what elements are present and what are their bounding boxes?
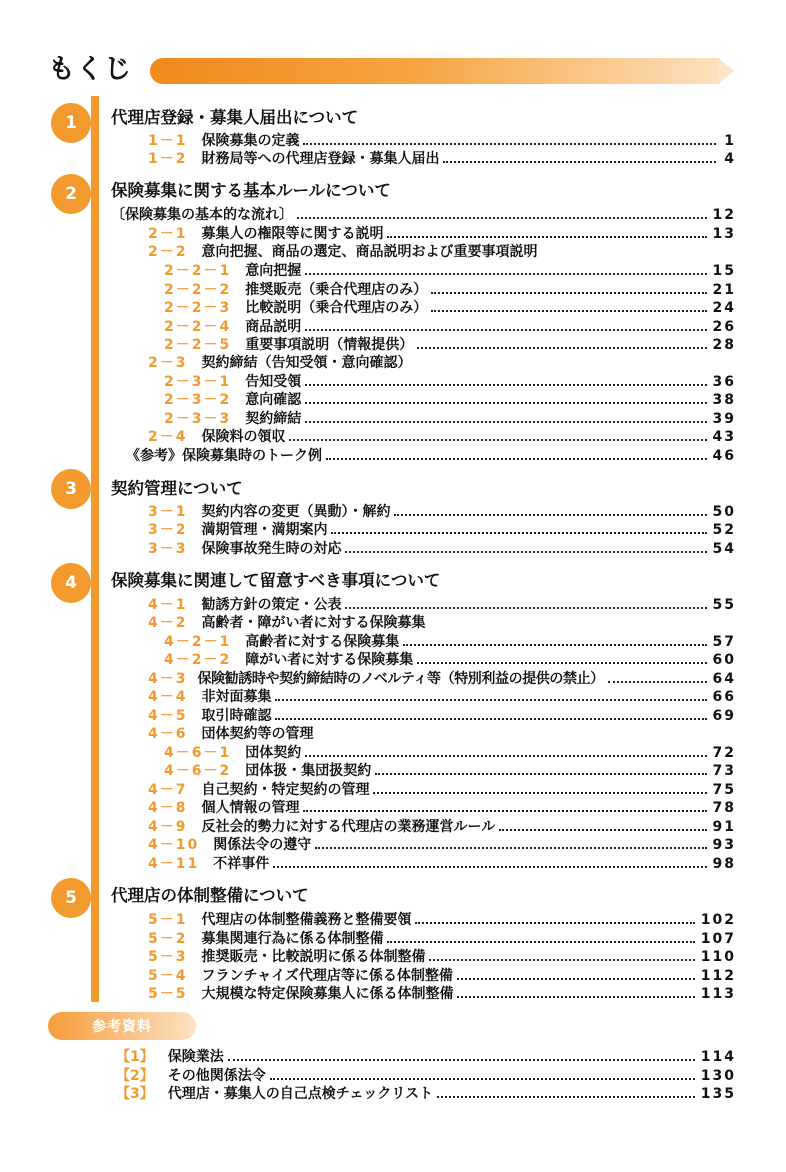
toc-entry[interactable] xyxy=(148,688,736,706)
entry-number: 4－6－1 xyxy=(164,745,232,761)
entry-label: 大規模な特定保険募集人に係る体制整備 xyxy=(201,986,454,1002)
leader-dots xyxy=(305,421,706,423)
leader-dots xyxy=(431,310,706,312)
section-title[interactable]: 保険募集に関する基本ルールについて xyxy=(111,181,391,200)
entry-number: 3－3 xyxy=(148,541,188,557)
toc-vertical-rule xyxy=(91,96,99,1002)
entry-label: 代理店の体制整備義務と整備要領 xyxy=(201,912,412,928)
entry-label: 〔保険募集の基本的な流れ〕 xyxy=(111,207,293,223)
entry-number: 4－2－1 xyxy=(164,634,232,650)
entry-page: 46 xyxy=(712,448,736,464)
entry-number: 4－11 xyxy=(148,856,200,872)
leader-dots xyxy=(305,402,706,404)
leader-dots xyxy=(303,810,706,812)
entry-page: 75 xyxy=(712,782,736,798)
title-arrow-icon xyxy=(718,58,734,84)
toc-entry[interactable] xyxy=(148,428,736,446)
toc-subheading[interactable] xyxy=(148,354,411,372)
entry-label: 推奨販売（乗合代理店のみ） xyxy=(245,282,428,298)
toc-entry[interactable] xyxy=(111,206,736,224)
leader-dots xyxy=(417,662,706,664)
toc-entry[interactable] xyxy=(148,818,736,836)
leader-dots xyxy=(375,773,706,775)
entry-label: 個人情報の管理 xyxy=(201,800,300,816)
leader-dots xyxy=(415,922,694,924)
toc-entry[interactable] xyxy=(148,781,736,799)
toc-entry[interactable] xyxy=(164,744,736,762)
toc-entry[interactable] xyxy=(164,281,736,299)
entry-page: 24 xyxy=(712,300,736,316)
entry-page: 13 xyxy=(712,226,736,242)
leader-dots xyxy=(608,681,707,683)
entry-page: 64 xyxy=(712,671,736,687)
entry-number: 2－3－1 xyxy=(164,374,232,390)
entry-number: 2－3－3 xyxy=(164,411,232,427)
entry-label: 保険料の領収 xyxy=(201,429,286,445)
entry-number: 5－5 xyxy=(148,986,188,1002)
entry-number: 1－2 xyxy=(148,151,188,167)
leader-dots xyxy=(499,829,706,831)
toc-entry[interactable] xyxy=(148,521,736,539)
entry-number: 1－1 xyxy=(148,133,188,149)
toc-entry[interactable] xyxy=(148,985,736,1003)
leader-dots xyxy=(315,847,706,849)
entry-label: 重要事項説明（情報提供） xyxy=(245,337,414,353)
entry-number: 4－4 xyxy=(148,689,188,705)
entry-number: 【3】 xyxy=(116,1086,154,1102)
entry-page: 57 xyxy=(712,634,736,650)
entry-label: 反社会的勢力に対する代理店の業務運営ルール xyxy=(201,819,496,835)
section-title[interactable]: 保険募集に関連して留意すべき事項について xyxy=(111,571,441,590)
entry-page: 12 xyxy=(712,207,736,223)
toc-subheading[interactable] xyxy=(148,243,537,261)
toc-entry[interactable] xyxy=(148,132,736,150)
toc-subheading[interactable] xyxy=(148,725,313,743)
entry-page: 15 xyxy=(712,263,736,279)
entry-number: 5－1 xyxy=(148,912,188,928)
entry-page: 38 xyxy=(712,392,736,408)
entry-number: 4－7 xyxy=(148,782,188,798)
entry-label: 《参考》保険募集時のトーク例 xyxy=(126,448,322,464)
entry-label: 商品説明 xyxy=(245,319,302,335)
entry-label: 関係法令の遵守 xyxy=(213,837,312,853)
leader-dots xyxy=(331,532,706,534)
entry-number: 2－3 xyxy=(148,355,188,371)
entry-label: 推奨販売・比較説明に係る体制整備 xyxy=(201,949,426,965)
toc-entry[interactable] xyxy=(148,503,736,521)
entry-page: 39 xyxy=(712,411,736,427)
entry-page: 55 xyxy=(712,597,736,613)
leader-dots xyxy=(429,959,694,961)
entry-number: 2－2－2 xyxy=(164,282,232,298)
entry-label: 告知受領 xyxy=(245,374,302,390)
leader-dots xyxy=(326,458,707,460)
leader-dots xyxy=(275,718,706,720)
entry-number: 4－3 xyxy=(148,671,188,687)
entry-label: 保険勧誘時や契約締結時のノベルティ等（特別利益の提供の禁止） xyxy=(197,671,604,687)
toc-header xyxy=(48,50,738,90)
entry-page: 66 xyxy=(712,689,736,705)
toc-entry[interactable] xyxy=(164,336,736,354)
entry-page: 130 xyxy=(700,1068,736,1084)
entry-label: 不祥事件 xyxy=(213,856,270,872)
leader-dots xyxy=(305,755,706,757)
leader-dots xyxy=(373,792,706,794)
reference-entry[interactable] xyxy=(116,1085,736,1103)
toc-entry[interactable] xyxy=(148,911,736,929)
entry-number: 4－2 xyxy=(148,615,188,631)
entry-page: 135 xyxy=(700,1086,736,1102)
leader-dots xyxy=(403,644,706,646)
entry-label: 取引時確認 xyxy=(201,708,272,724)
entry-page: 54 xyxy=(712,541,736,557)
entry-page: 93 xyxy=(712,837,736,853)
leader-dots xyxy=(387,941,694,943)
toc-entry[interactable] xyxy=(126,447,736,465)
section-number-badge: 1 xyxy=(51,103,91,143)
entry-label: 高齢者に対する保険募集 xyxy=(245,634,400,650)
entry-number: 4－6 xyxy=(148,726,188,742)
toc-entry[interactable] xyxy=(164,410,736,428)
toc-entry[interactable] xyxy=(148,596,736,614)
toc-entry[interactable] xyxy=(148,799,736,817)
leader-dots xyxy=(345,551,706,553)
entry-label: 勧誘方針の策定・公表 xyxy=(201,597,342,613)
entry-number: 4－9 xyxy=(148,819,188,835)
entry-page: 78 xyxy=(712,800,736,816)
leader-dots xyxy=(443,161,716,163)
entry-label: 意向確認 xyxy=(245,392,302,408)
toc-entry[interactable] xyxy=(148,150,736,168)
entry-page: 1 xyxy=(724,133,736,149)
entry-page: 110 xyxy=(700,949,736,965)
entry-label: 募集人の権限等に関する説明 xyxy=(201,226,384,242)
toc-entry[interactable] xyxy=(148,855,736,873)
leader-dots xyxy=(305,329,706,331)
toc-entry[interactable] xyxy=(148,225,736,243)
entry-number: 3－2 xyxy=(148,522,188,538)
toc-entry[interactable] xyxy=(148,948,736,966)
entry-number: 4－8 xyxy=(148,800,188,816)
toc-entry[interactable] xyxy=(164,318,736,336)
leader-dots xyxy=(387,236,706,238)
page-title: もくじ xyxy=(48,54,132,85)
entry-page: 52 xyxy=(712,522,736,538)
entry-page: 107 xyxy=(700,931,736,947)
entry-label: 団体契約 xyxy=(245,745,302,761)
toc-entry[interactable] xyxy=(148,930,736,948)
entry-number: 【2】 xyxy=(116,1068,154,1084)
section-number-badge: 2 xyxy=(51,174,91,214)
reference-entry[interactable] xyxy=(116,1067,736,1085)
entry-number: 2－3－2 xyxy=(164,392,232,408)
reference-heading: 参考資料 xyxy=(48,1012,196,1040)
leader-dots xyxy=(437,1096,695,1098)
toc-entry[interactable] xyxy=(164,633,736,651)
toc-entry[interactable] xyxy=(148,670,736,688)
entry-label: 比較説明（乗合代理店のみ） xyxy=(245,300,428,316)
entry-number: 2－4 xyxy=(148,429,188,445)
entry-label: 非対面募集 xyxy=(201,689,272,705)
title-decorative-bar xyxy=(150,58,720,84)
entry-page: 91 xyxy=(712,819,736,835)
entry-number: 2－2－1 xyxy=(164,263,232,279)
entry-number: 2－2－4 xyxy=(164,319,232,335)
entry-label: 意向把握、商品の選定、商品説明および重要事項説明 xyxy=(201,244,538,260)
toc-entry[interactable] xyxy=(148,540,736,558)
section-title[interactable]: 契約管理について xyxy=(111,479,243,498)
leader-dots xyxy=(228,1059,695,1061)
entry-number: 2－1 xyxy=(148,226,188,242)
leader-dots xyxy=(303,143,716,145)
section-title[interactable]: 代理店登録・募集人届出について xyxy=(111,108,359,127)
entry-page: 43 xyxy=(712,429,736,445)
leader-dots xyxy=(297,217,707,219)
toc-subheading[interactable] xyxy=(148,614,425,632)
section-number-badge: 4 xyxy=(51,563,91,603)
leader-dots xyxy=(305,384,706,386)
entry-page: 60 xyxy=(712,652,736,668)
entry-label: 高齢者・障がい者に対する保険募集 xyxy=(201,615,426,631)
entry-number: 5－2 xyxy=(148,931,188,947)
entry-label: 満期管理・満期案内 xyxy=(201,522,328,538)
entry-label: 契約締結（告知受領・意向確認） xyxy=(201,355,412,371)
entry-page: 50 xyxy=(712,504,736,520)
toc-entry[interactable] xyxy=(164,262,736,280)
entry-number: 4－2－2 xyxy=(164,652,232,668)
entry-label: 自己契約・特定契約の管理 xyxy=(201,782,370,798)
entry-page: 98 xyxy=(712,856,736,872)
entry-number: 4－5 xyxy=(148,708,188,724)
leader-dots xyxy=(394,514,706,516)
toc-entry[interactable] xyxy=(164,391,736,409)
toc-entry[interactable] xyxy=(148,707,736,725)
entry-number: 4－6－2 xyxy=(164,763,232,779)
entry-label: 契約締結 xyxy=(245,411,302,427)
leader-dots xyxy=(417,347,706,349)
entry-page: 73 xyxy=(712,763,736,779)
entry-page: 36 xyxy=(712,374,736,390)
toc-entry[interactable] xyxy=(164,299,736,317)
section-title[interactable]: 代理店の体制整備について xyxy=(111,886,309,905)
entry-label: 保険募集の定義 xyxy=(201,133,300,149)
entry-number: 4－1 xyxy=(148,597,188,613)
entry-page: 21 xyxy=(712,282,736,298)
entry-page: 102 xyxy=(700,912,736,928)
leader-dots xyxy=(345,607,706,609)
leader-dots xyxy=(289,439,706,441)
reference-entry[interactable] xyxy=(116,1048,736,1066)
leader-dots xyxy=(270,1078,695,1080)
leader-dots xyxy=(457,996,694,998)
entry-number: 3－1 xyxy=(148,504,188,520)
section-number-badge: 3 xyxy=(51,469,91,509)
leader-dots xyxy=(273,866,706,868)
leader-dots xyxy=(275,699,706,701)
toc-entry[interactable] xyxy=(164,762,736,780)
entry-number: 5－3 xyxy=(148,949,188,965)
entry-label: 団体扱・集団扱契約 xyxy=(245,763,372,779)
entry-page: 114 xyxy=(700,1049,736,1065)
entry-label: 保険事故発生時の対応 xyxy=(201,541,342,557)
entry-number: 2－2－5 xyxy=(164,337,232,353)
leader-dots xyxy=(305,273,706,275)
toc-entry[interactable] xyxy=(164,373,736,391)
entry-page: 69 xyxy=(712,708,736,724)
entry-page: 4 xyxy=(724,151,736,167)
entry-label: 障がい者に対する保険募集 xyxy=(245,652,414,668)
entry-label: 財務局等への代理店登録・募集人届出 xyxy=(201,151,440,167)
entry-label: 契約内容の変更（異動）・解約 xyxy=(201,504,391,520)
toc-entry[interactable] xyxy=(164,651,736,669)
entry-page: 28 xyxy=(712,337,736,353)
section-number-badge: 5 xyxy=(51,878,91,918)
toc-entry[interactable] xyxy=(148,967,736,985)
entry-label: 募集関連行為に係る体制整備 xyxy=(201,931,384,947)
entry-label: 代理店・募集人の自己点検チェックリスト xyxy=(167,1086,434,1102)
entry-number: 【1】 xyxy=(116,1049,154,1065)
entry-label: その他関係法令 xyxy=(167,1068,266,1084)
entry-label: フランチャイズ代理店等に係る体制整備 xyxy=(201,968,453,984)
entry-page: 113 xyxy=(700,986,736,1002)
leader-dots xyxy=(431,292,706,294)
entry-page: 112 xyxy=(700,968,736,984)
entry-page: 26 xyxy=(712,319,736,335)
entry-page: 72 xyxy=(712,745,736,761)
entry-number: 2－2 xyxy=(148,244,188,260)
entry-number: 5－4 xyxy=(148,968,188,984)
entry-label: 意向把握 xyxy=(245,263,302,279)
entry-number: 2－2－3 xyxy=(164,300,232,316)
leader-dots xyxy=(457,978,695,980)
entry-number: 4－10 xyxy=(148,837,200,853)
entry-label: 団体契約等の管理 xyxy=(201,726,314,742)
entry-label: 保険業法 xyxy=(167,1049,224,1065)
toc-entry[interactable] xyxy=(148,836,736,854)
